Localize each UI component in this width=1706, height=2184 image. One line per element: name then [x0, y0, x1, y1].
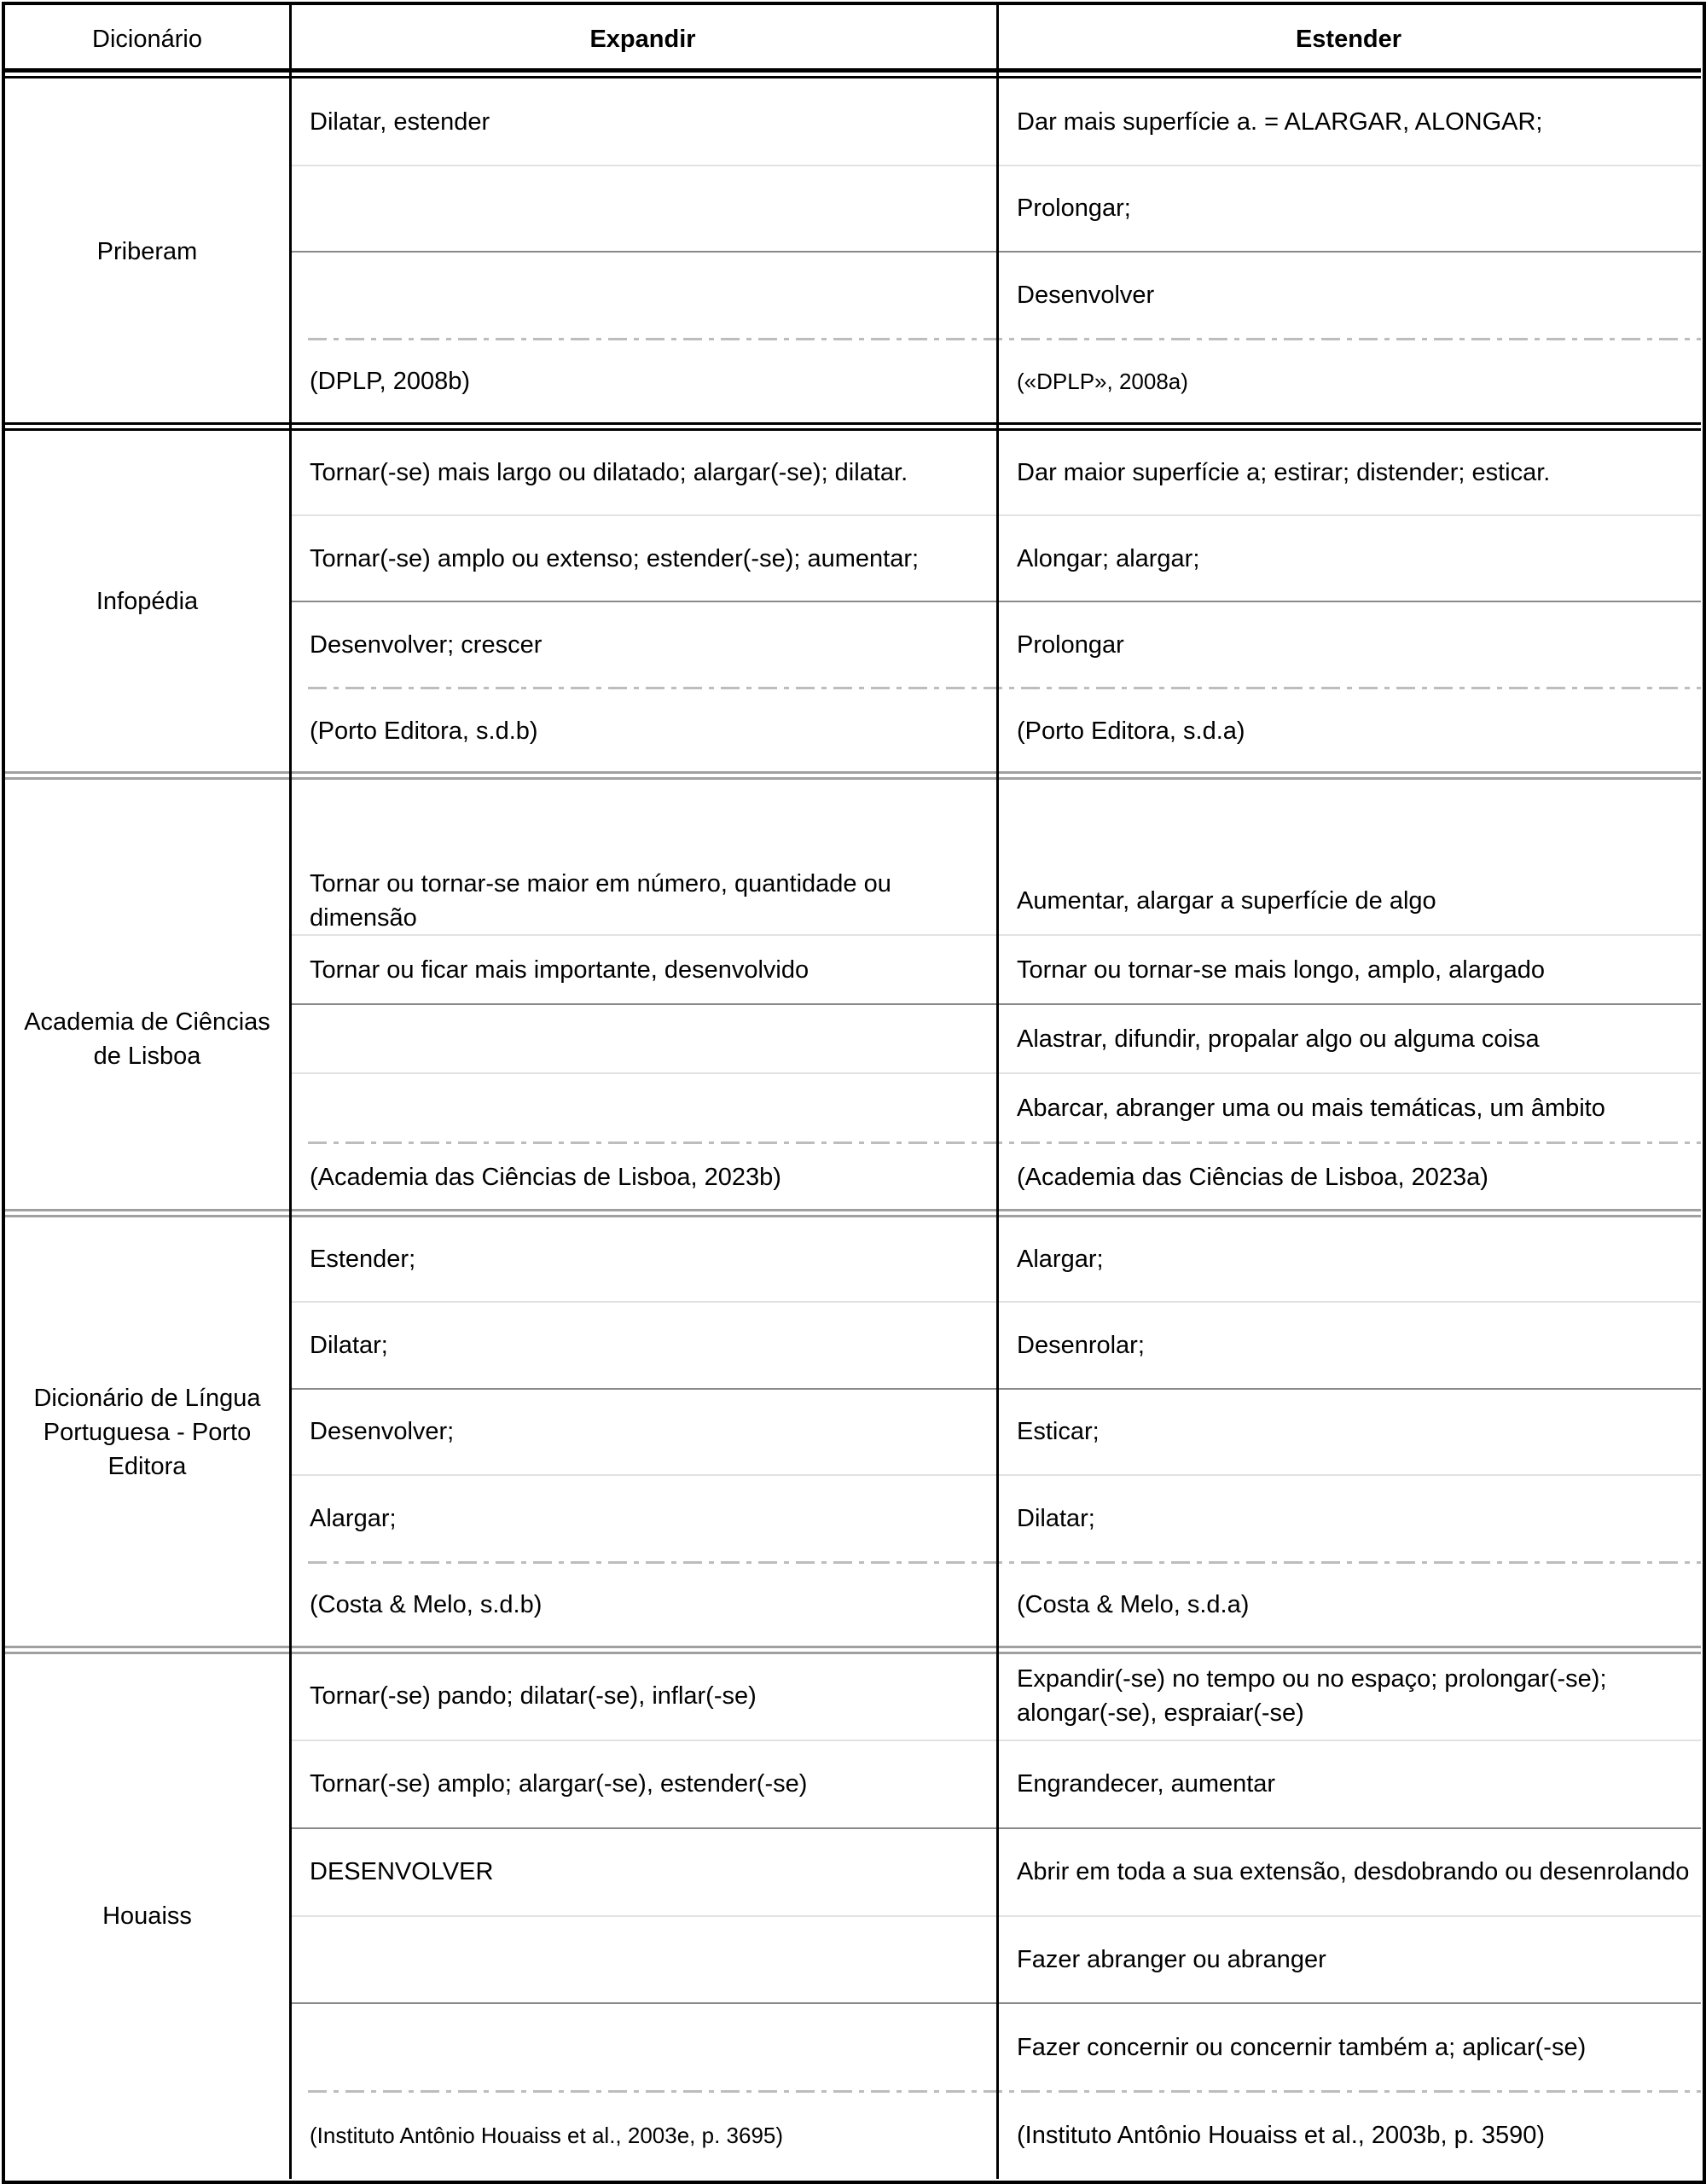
definition-estender: Alargar;	[1017, 1245, 1104, 1273]
definition-expandir: Desenvolver; crescer	[310, 630, 543, 659]
dictionary-name: Houaiss	[102, 1902, 192, 1930]
column-divider	[289, 5, 292, 2179]
definition-expandir: Tornar(-se) pando; dilatar(-se), inflar(-se)	[310, 1682, 757, 1711]
definition-estender: Tornar ou tornar-se mais longo, amplo, alargado	[1017, 956, 1545, 984]
definition-estender: Prolongar;	[1017, 195, 1131, 223]
definition-expandir	[291, 1004, 996, 1073]
definition-expandir: Tornar(-se) mais largo ou dilatado; alargar(-se); dilatar.	[310, 458, 908, 486]
definition-estender: Dilatar;	[1017, 1504, 1095, 1532]
citation-estender: («DPLP», 2008a)	[1017, 369, 1188, 395]
definition-expandir: DESENVOLVER	[310, 1858, 494, 1886]
definition-estender: Dar maior superfície a; estirar; distender; esticar.	[1017, 458, 1551, 486]
dictionary-name: Infopédia	[96, 588, 199, 615]
definition-estender: Abrir em toda a sua extensão, desdobrando ou desenrolando	[1017, 1858, 1690, 1886]
citation-expandir: (Costa & Melo, s.d.b)	[310, 1591, 543, 1619]
definition-estender: Desenvolver	[1017, 281, 1155, 309]
citation-expandir: (DPLP, 2008b)	[310, 368, 471, 396]
definition-expandir: Tornar ou tornar-se maior em número, quantidade ou dimensão	[310, 869, 891, 932]
definition-estender: Fazer abranger ou abranger	[1017, 1945, 1326, 1973]
column-header-dictionary: Dicionário	[92, 26, 202, 53]
definition-expandir: Tornar ou ficar mais importante, desenvolvido	[310, 956, 809, 984]
citation-expandir: (Porto Editora, s.d.b)	[310, 717, 538, 745]
group-double-rule	[5, 777, 1701, 780]
definition-expandir: Tornar(-se) amplo ou extenso; estender(-se); aumentar;	[310, 544, 920, 572]
definition-estender: Alongar; alargar;	[1017, 544, 1200, 572]
citation-estender: (Instituto Antônio Houaiss et al., 2003b, p. 3590)	[1017, 2121, 1546, 2149]
definition-estender: Alastrar, difundir, propalar algo ou alguma coisa	[1017, 1025, 1540, 1053]
definition-expandir: Alargar;	[310, 1504, 397, 1532]
definition-estender: Desenrolar;	[1017, 1332, 1145, 1360]
definition-estender: Engrandecer, aumentar	[1017, 1770, 1276, 1798]
definition-estender: Fazer concernir ou concernir também a; aplicar(-se)	[1017, 2033, 1587, 2061]
citation-estender: (Academia das Ciências de Lisboa, 2023a)	[1017, 1163, 1488, 1191]
column-divider	[996, 5, 999, 2179]
definition-expandir	[291, 166, 996, 253]
dictionary-name: Academia de Ciências de Lisboa	[24, 1008, 270, 1070]
definition-expandir: Dilatar;	[310, 1332, 388, 1360]
definition-expandir	[291, 2003, 996, 2091]
definition-estender: Prolongar	[1017, 630, 1124, 659]
definition-expandir: Desenvolver;	[310, 1418, 455, 1446]
citation-estender: (Porto Editora, s.d.a)	[1017, 717, 1245, 745]
definition-estender: Abarcar, abranger uma ou mais temáticas, um âmbito	[1017, 1094, 1605, 1122]
column-header-expandir: Expandir	[589, 26, 696, 53]
header-double-rule	[5, 68, 1701, 73]
dictionary-name: Priberam	[96, 238, 198, 265]
column-header-estender: Estender	[1295, 26, 1402, 53]
citation-estender: (Costa & Melo, s.d.a)	[1017, 1591, 1250, 1619]
definition-expandir: Dilatar, estender	[310, 107, 490, 136]
dictionary-name: Dicionário de Língua Portuguesa - Porto Editora	[33, 1384, 261, 1480]
citation-expandir: (Instituto Antônio Houaiss et al., 2003e, p. 3695)	[310, 2122, 784, 2148]
definition-expandir: Tornar(-se) amplo; alargar(-se), estender(-se)	[310, 1770, 808, 1798]
definition-estender: Expandir(-se) no tempo ou no espaço; prolongar(-se); alongar(-se), espraiar(-se)	[1017, 1665, 1607, 1728]
definition-estender: Esticar;	[1017, 1418, 1100, 1446]
citation-expandir: (Academia das Ciências de Lisboa, 2023b)	[310, 1163, 781, 1191]
definition-estender: Dar mais superfície a. = ALARGAR, ALONGAR;	[1017, 107, 1543, 136]
definition-estender: Aumentar, alargar a superfície de algo	[1017, 886, 1436, 915]
definition-expandir	[291, 252, 996, 339]
definition-expandir	[291, 1916, 996, 2004]
definition-expandir: Estender;	[310, 1245, 416, 1273]
definition-expandir	[291, 1073, 996, 1142]
